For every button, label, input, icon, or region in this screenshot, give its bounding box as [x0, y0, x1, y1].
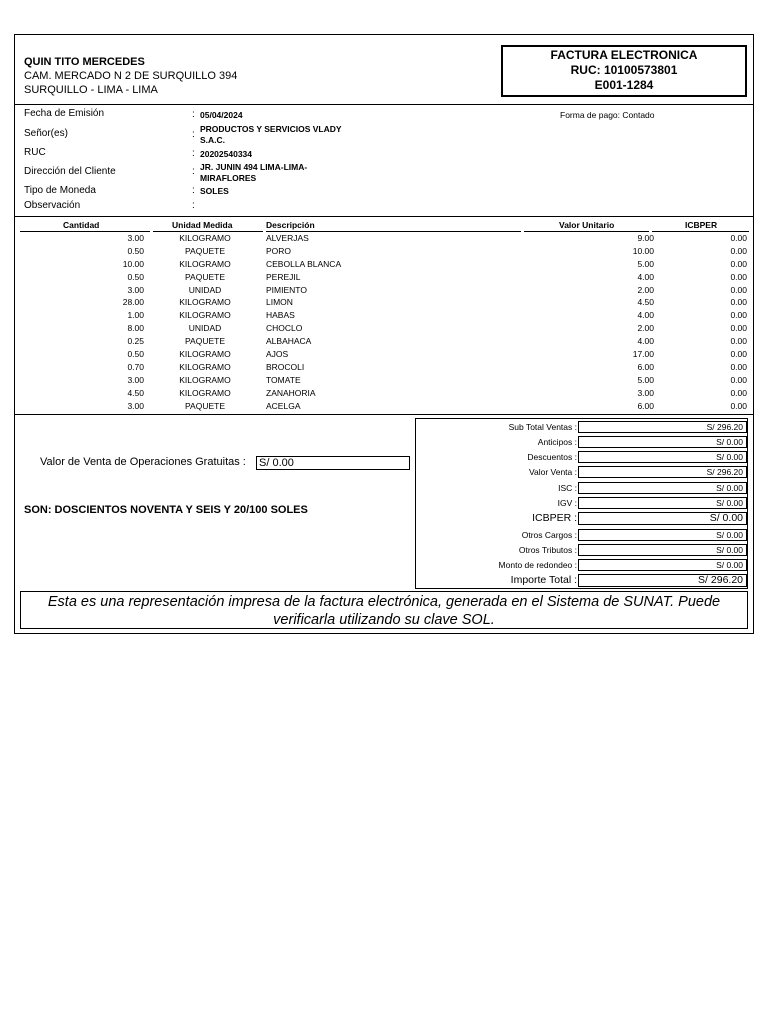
item-icbper: 0.00: [730, 336, 747, 347]
fecha-colon: :: [192, 109, 195, 120]
item-description: ZANAHORIA: [266, 387, 316, 398]
direccion-value-line1: JR. JUNIN 494 LIMA-LIMA-: [200, 162, 308, 172]
item-unit-value: 6.00: [637, 400, 654, 411]
item-unit-value: 4.00: [637, 310, 654, 321]
item-unit: UNIDAD: [188, 284, 222, 295]
item-unit: KILOGRAMO: [179, 374, 231, 385]
total-value: S/ 0.00: [578, 529, 747, 541]
item-quantity: 28.00: [122, 297, 144, 308]
items-table: [15, 232, 753, 412]
item-unit-value: 6.00: [637, 361, 654, 372]
total-label: Importe Total :: [510, 574, 577, 586]
total-value: S/ 296.20: [578, 421, 747, 433]
item-icbper: 0.00: [730, 400, 747, 411]
total-value: S/ 0.00: [578, 512, 747, 525]
item-icbper: 0.00: [730, 349, 747, 360]
observacion-colon: :: [192, 200, 195, 211]
item-description: HABAS: [266, 310, 295, 321]
document-type: FACTURA ELECTRONICA: [550, 48, 698, 62]
total-value: S/ 0.00: [578, 497, 747, 509]
item-icbper: 0.00: [730, 374, 747, 385]
observacion-label: Observación: [24, 200, 81, 211]
item-unit-value: 2.00: [637, 284, 654, 295]
item-quantity: 0.50: [127, 349, 144, 360]
item-quantity: 0.50: [127, 271, 144, 282]
table-row: [15, 284, 753, 297]
total-label: Valor Venta :: [528, 467, 577, 477]
item-quantity: 10.00: [122, 258, 144, 269]
table-row: [15, 309, 753, 322]
item-unit: PAQUETE: [185, 336, 225, 347]
item-description: ALVERJAS: [266, 233, 309, 243]
direccion-label: Dirección del Cliente: [24, 166, 116, 177]
item-quantity: 3.00: [127, 233, 144, 243]
item-icbper: 0.00: [730, 258, 747, 269]
gratuitas-value: S/ 0.00: [256, 456, 410, 470]
total-label: ICBPER :: [532, 512, 577, 524]
total-label: Descuentos :: [527, 452, 577, 462]
forma-pago: Forma de pago: Contado: [560, 110, 655, 120]
total-value: S/ 0.00: [578, 559, 747, 571]
total-label: Otros Cargos :: [521, 530, 577, 540]
item-quantity: 3.00: [127, 374, 144, 385]
direccion-value-line2: MIRAFLORES: [200, 173, 257, 183]
senor-value-line1: PRODUCTOS Y SERVICIOS VLADY: [200, 124, 342, 134]
item-description: LIMON: [266, 297, 293, 308]
header-divider: [15, 104, 753, 105]
item-unit: KILOGRAMO: [179, 258, 231, 269]
item-unit: PAQUETE: [185, 400, 225, 411]
item-quantity: 3.00: [127, 400, 144, 411]
item-unit: KILOGRAMO: [179, 297, 231, 308]
item-icbper: 0.00: [730, 284, 747, 295]
moneda-label: Tipo de Moneda: [24, 185, 96, 196]
table-row: [15, 400, 753, 413]
item-unit-value: 10.00: [632, 245, 654, 256]
item-quantity: 8.00: [127, 323, 144, 334]
item-unit-value: 4.50: [637, 297, 654, 308]
item-unit-value: 4.00: [637, 336, 654, 347]
item-unit-value: 5.00: [637, 258, 654, 269]
item-unit: PAQUETE: [185, 245, 225, 256]
sunat-footer-note: Esta es una representación impresa de la factura electrónica, generada en el Sistema de SUNAT. Puede verificarla utilizando su clave SOL.: [20, 591, 748, 629]
ruc-value: 20202540334: [200, 149, 253, 159]
totals-box: [415, 418, 748, 589]
table-row: [15, 296, 753, 309]
table-row: [15, 232, 753, 245]
item-quantity: 0.25: [127, 336, 144, 347]
document-number: E001-1284: [594, 78, 654, 92]
table-row: [15, 245, 753, 258]
moneda-value: SOLES: [200, 186, 229, 196]
table-row: [15, 348, 753, 361]
total-label: IGV :: [557, 498, 577, 508]
item-icbper: 0.00: [730, 323, 747, 334]
total-label: Monto de redondeo :: [498, 560, 577, 570]
table-row: [15, 361, 753, 374]
item-quantity: 4.50: [127, 387, 144, 398]
header-unidad: Unidad Medida: [172, 220, 233, 230]
item-description: PIMIENTO: [266, 284, 307, 295]
total-label: Sub Total Ventas :: [508, 422, 577, 432]
header-descripcion: Descripción: [266, 220, 315, 230]
item-unit: PAQUETE: [185, 271, 225, 282]
table-row: [15, 322, 753, 335]
item-description: BROCOLI: [266, 361, 305, 372]
item-description: PEREJIL: [266, 271, 301, 282]
ruc-label: RUC: [24, 147, 46, 158]
item-description: CEBOLLA BLANCA: [266, 258, 342, 269]
senor-value-line2: S.A.C.: [200, 135, 226, 145]
issuer-address-line2: SURQUILLO - LIMA - LIMA: [24, 84, 158, 96]
item-unit: KILOGRAMO: [179, 361, 231, 372]
item-quantity: 3.00: [127, 284, 144, 295]
item-description: PORO: [266, 245, 292, 256]
gratuitas-label: Valor de Venta de Operaciones Gratuitas :: [40, 456, 246, 468]
item-icbper: 0.00: [730, 361, 747, 372]
item-icbper: 0.00: [730, 387, 747, 398]
item-description: TOMATE: [266, 374, 301, 385]
item-description: ACELGA: [266, 400, 301, 411]
table-row: [15, 271, 753, 284]
header-valor-unitario: Valor Unitario: [559, 220, 615, 230]
total-label: ISC :: [558, 483, 577, 493]
item-unit-value: 4.00: [637, 271, 654, 282]
header-icbper: ICBPER: [685, 220, 718, 230]
item-icbper: 0.00: [730, 271, 747, 282]
item-description: CHOCLO: [266, 323, 303, 334]
items-divider: [15, 414, 753, 415]
header-cantidad: Cantidad: [63, 220, 100, 230]
item-description: AJOS: [266, 349, 289, 360]
moneda-colon: :: [192, 185, 195, 196]
item-unit: UNIDAD: [188, 323, 222, 334]
total-value: S/ 0.00: [578, 451, 747, 463]
direccion-colon: :: [192, 166, 195, 177]
senor-colon: :: [192, 129, 195, 140]
item-unit-value: 2.00: [637, 323, 654, 334]
item-unit: KILOGRAMO: [179, 387, 231, 398]
fecha-label: Fecha de Emisión: [24, 108, 105, 119]
item-icbper: 0.00: [730, 245, 747, 256]
table-row: [15, 387, 753, 400]
document-id-box: [501, 45, 747, 97]
issuer-address-line1: CAM. MERCADO N 2 DE SURQUILLO 394: [24, 70, 238, 82]
item-icbper: 0.00: [730, 297, 747, 308]
item-icbper: 0.00: [730, 310, 747, 321]
item-unit-value: 3.00: [637, 387, 654, 398]
item-unit-value: 17.00: [632, 349, 654, 360]
total-value: S/ 296.20: [578, 574, 747, 587]
total-label: Otros Tributos :: [518, 545, 577, 555]
document-ruc: RUC: 10100573801: [570, 63, 678, 77]
total-value: S/ 0.00: [578, 436, 747, 448]
table-row: [15, 258, 753, 271]
senor-label: Señor(es): [24, 128, 68, 139]
ruc-colon: :: [192, 148, 195, 159]
issuer-name: QUIN TITO MERCEDES: [24, 56, 145, 68]
item-icbper: 0.00: [730, 233, 747, 243]
total-value: S/ 0.00: [578, 544, 747, 556]
item-unit: KILOGRAMO: [179, 349, 231, 360]
item-unit: KILOGRAMO: [179, 233, 231, 243]
item-quantity: 0.50: [127, 245, 144, 256]
total-label: Anticipos :: [537, 437, 577, 447]
item-unit-value: 9.00: [637, 233, 654, 243]
item-description: ALBAHACA: [266, 336, 312, 347]
total-value: S/ 0.00: [578, 482, 747, 494]
item-unit: KILOGRAMO: [179, 310, 231, 321]
table-row: [15, 374, 753, 387]
item-unit-value: 5.00: [637, 374, 654, 385]
total-value: S/ 296.20: [578, 466, 747, 478]
item-quantity: 1.00: [127, 310, 144, 321]
client-divider: [15, 216, 753, 217]
invoice-page: [14, 34, 754, 634]
fecha-value: 05/04/2024: [200, 110, 243, 120]
table-row: [15, 335, 753, 348]
item-quantity: 0.70: [127, 361, 144, 372]
amount-in-words: SON: DOSCIENTOS NOVENTA Y SEIS Y 20/100 SOLES: [24, 504, 308, 516]
